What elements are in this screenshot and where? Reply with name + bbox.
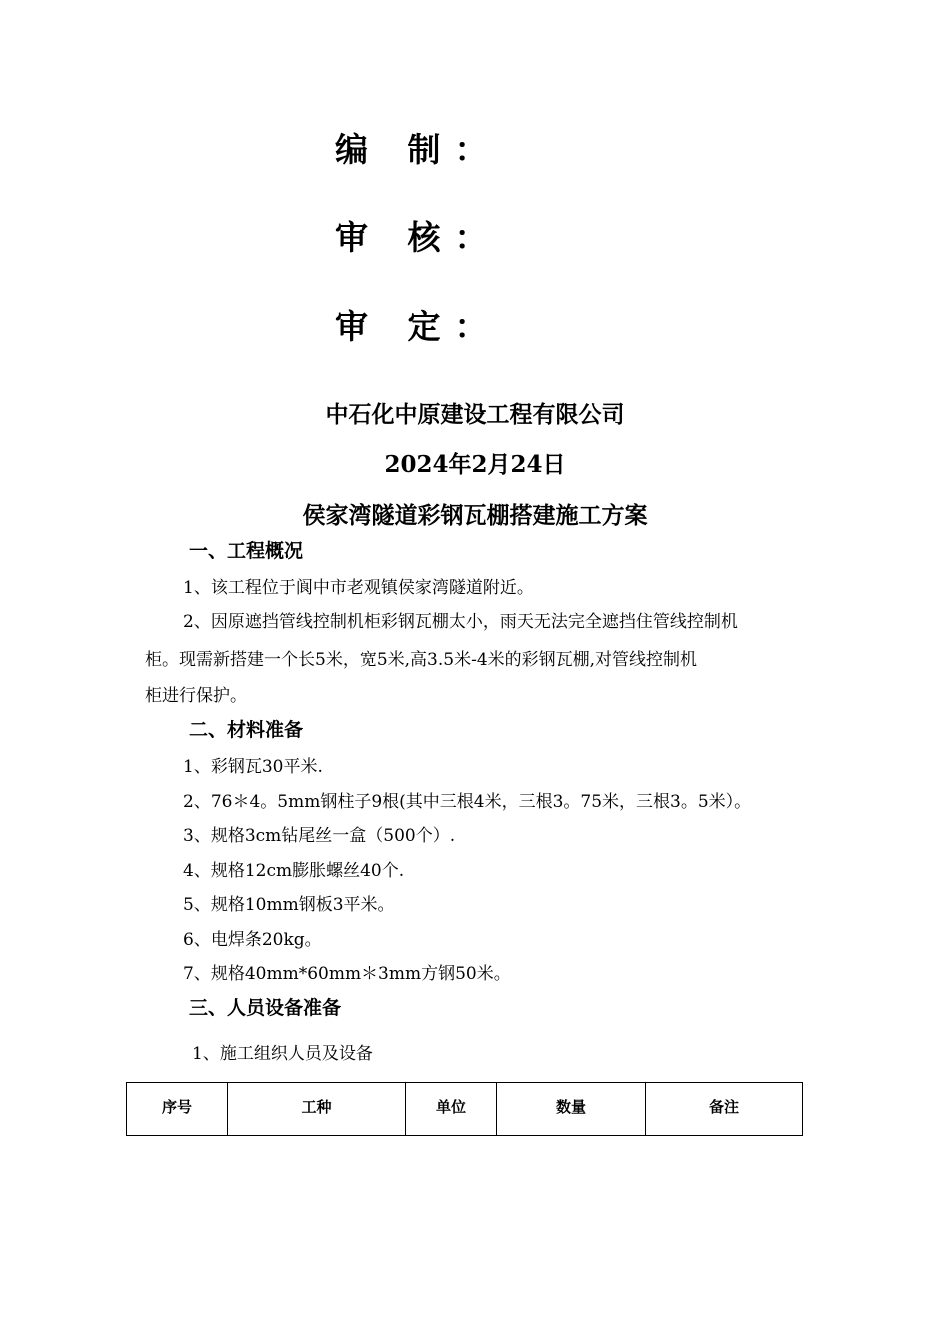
table-header-cell: 备注 [646, 1083, 803, 1136]
material-item: 4、规格12cm膨胀螺丝40个. [183, 861, 405, 881]
company-name: 中石化中原建设工程有限公司 [325, 401, 625, 428]
document-title: 侯家湾隧道彩钢瓦棚搭建施工方案 [302, 502, 648, 529]
section1-item2-line1: 2、因原遮挡管线控制机柜彩钢瓦棚太小，雨天无法完全遮挡住管线控制机 [183, 612, 738, 632]
section1-item2-line2: 柜。现需新搭建一个长5米，宽5米,高3.5米-4米的彩钢瓦棚,对管线控制机 [145, 650, 698, 670]
section2-heading: 二、材料准备 [189, 719, 304, 741]
material-item: 7、规格40mm*60mm＊3mm方钢50米。 [183, 964, 511, 984]
table-header-cell: 工种 [228, 1083, 406, 1136]
table-header-cell: 数量 [497, 1083, 646, 1136]
material-item: 1、彩钢瓦30平米. [183, 757, 323, 777]
section1-item1: 1、该工程位于阆中市老观镇侯家湾隧道附近。 [183, 578, 534, 598]
section3-heading: 三、人员设备准备 [189, 997, 342, 1019]
staff-equipment-table [126, 1082, 803, 1136]
signature-compile-label: 编 制： [335, 130, 502, 169]
section1-heading: 一、工程概况 [189, 540, 304, 562]
material-item: 3、规格3cm钻尾丝一盒（500个）. [183, 826, 456, 846]
material-item: 6、电焊条20kg。 [183, 930, 322, 950]
material-item: 5、规格10mm钢板3平米。 [183, 895, 395, 915]
table-header-cell: 单位 [406, 1083, 497, 1136]
document-date: 2024年2月24日 [384, 451, 566, 478]
section3-subheading: 1、施工组织人员及设备 [192, 1044, 373, 1064]
table-header-row [127, 1083, 803, 1136]
signature-approve-label: 审 定： [335, 307, 502, 346]
material-item: 2、76＊4。5mm钢柱子9根(其中三根4米，三根3。75米，三根3。5米）。 [183, 792, 752, 812]
table-header-cell: 序号 [127, 1083, 228, 1136]
section1-item2-line3: 柜进行保护。 [145, 686, 247, 706]
signature-review-label: 审 核： [335, 218, 502, 257]
